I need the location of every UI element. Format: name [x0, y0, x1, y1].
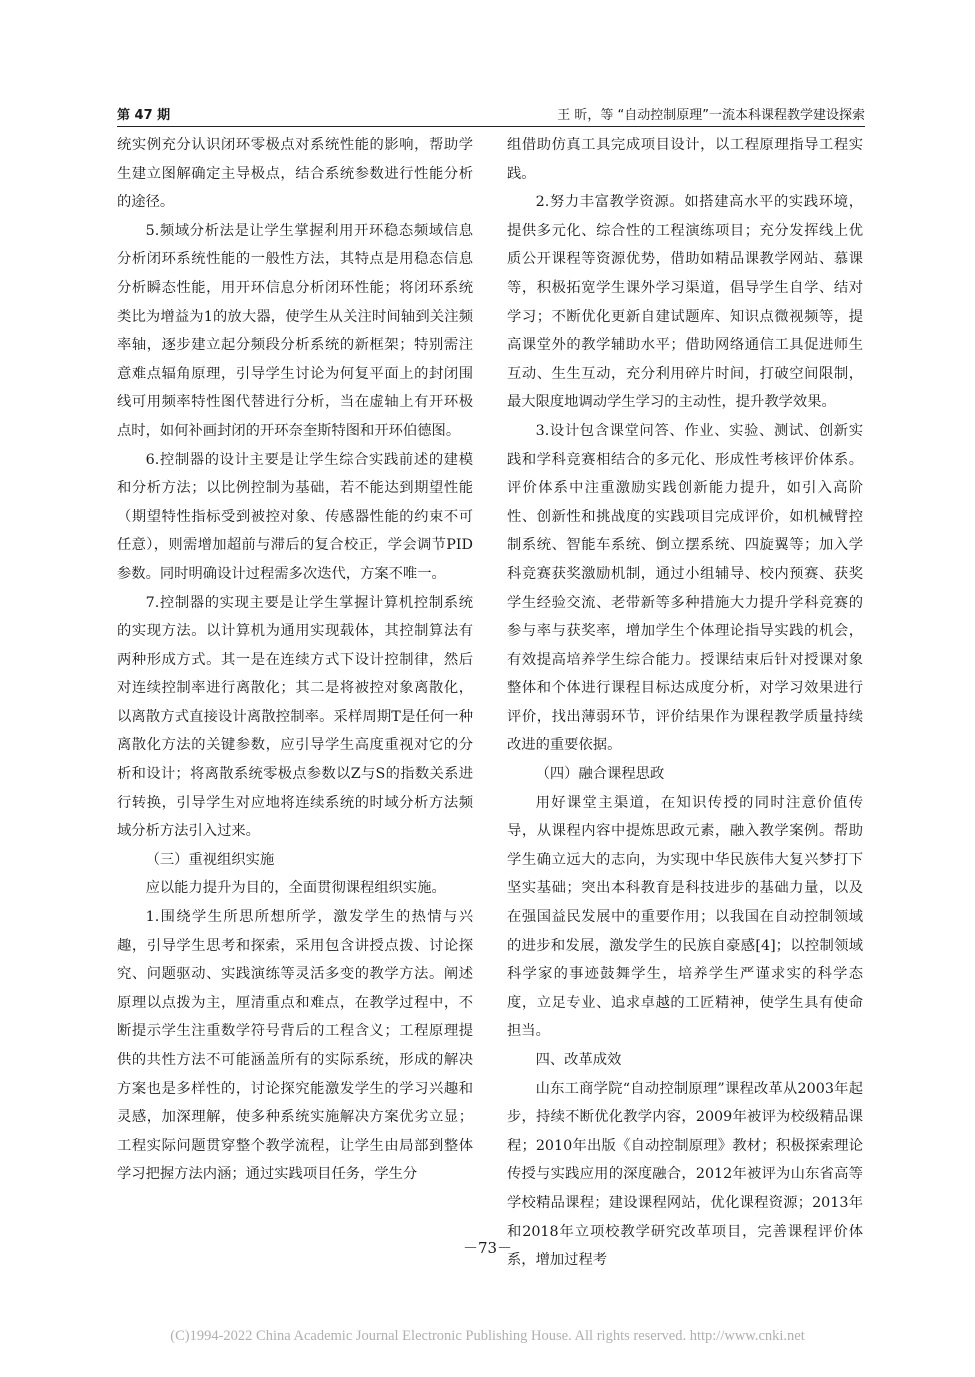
paragraph: 2.努力丰富教学资源。如搭建高水平的实践环境，提供多元化、综合性的工程演练项目；充分发挥线上优质公开课程等资源优势，借助如精品课教学网站、慕课等，积极拓宽学生课外学习渠道，倡导学生自学、结对学习；不断优化更新自建试题库、知识点微视频等，提高课堂外的教学辅助水平；借助网络通信工具促进师生互动、生生互动，充分利用碎片时间，打破空间限制，最大限度地调动学生学习的主动性，提升教学效果。 — [507, 194, 863, 411]
paragraph: 6.控制器的设计主要是让学生综合实践前述的建模和分析方法；以比例控制为基础，若不能达到期望性能（期望特性指标受到被控对象、传感器性能的约束不可任意），则需增加超前与滞后的复合校正，学会调节PID参数。同时明确设计过程需多次迭代，方案不唯一。 — [117, 451, 473, 582]
copyright-footer: (C)1994-2022 China Academic Journal Electronic Publishing House. All rights reserved. http://www.cnki.net — [170, 1328, 805, 1344]
section-heading: 四、改革成效 — [535, 1052, 622, 1068]
paragraph: 7.控制器的实现主要是让学生掌握计算机控制系统的实现方法。以计算机为通用实现载体，其控制算法有两种形成方式。其一是在连续方式下设计控制律，然后对连续控制率进行离散化；其二是将被控对象离散化，以离散方式直接设计离散控制率。采样周期T是任何一种离散化方法的关键参数，应引导学生高度重视对它的分析和设计；将离散系统零极点参数以Z与S的指数关系进行转换，引导学生对应地将连续系统的时域分析方法频域分析方法引入过来。 — [117, 594, 473, 840]
right-column — [507, 131, 863, 1275]
paragraph: 1.围绕学生所思所想所学，激发学生的热情与兴趣，引导学生思考和探索，采用包含讲授点拨、讨论探究、问题驱动、实践演练等灵活多变的教学方法。阐述原理以点拨为主，厘清重点和难点，在教学过程中，不断提示学生注重数学符号背后的工程含义；工程原理提供的共性方法不可能涵盖所有的实际系统，形成的解决方案也是多样性的，讨论探究能激发学生的学习兴趣和灵感，加深理解，使多种系统实施解决方案优劣立显；工程实际问题贯穿整个教学流程，让学生由局部到整体学习把握方法内涵；通过实践项目任务，学生分 — [117, 909, 473, 1183]
paragraph: 应以能力提升为目的，全面贯彻课程组织实施。 — [145, 880, 446, 897]
paragraph: 统实例充分认识闭环零极点对系统性能的影响，帮助学生建立图解确定主导极点，结合系统参数进行性能分析的途径。 — [117, 137, 473, 211]
running-header — [117, 98, 865, 122]
issue-number: 第 47 期 — [117, 108, 171, 123]
paragraph: 组借助仿真工具完成项目设计，以工程原理指导工程实践。 — [507, 137, 863, 182]
section-heading: （四）融合课程思政 — [535, 766, 665, 783]
section-heading: （三）重视组织实施 — [145, 851, 275, 868]
paragraph: 山东工商学院“自动控制原理”课程改革从2003年起步，持续不断优化教学内容，2009年被评为校级精品课程；2010年出版《自动控制原理》教材；积极探索理论传授与实践应用的深度融合，2012年被评为山东省高等学校精品课程；建设课程网站，优化课程资源；2013年和2018年立项校教学研究改革项目，完善课程评价体系，增加过程考 — [507, 1080, 863, 1269]
header-rule — [117, 126, 865, 127]
paragraph: 3.设计包含课堂问答、作业、实验、测试、创新实践和学科竞赛相结合的多元化、形成性考核评价体系。评价体系中注重激励实践创新能力提升，如引入高阶性、创新性和挑战度的实践项目完成评价，如机械臂控制系统、智能车系统、倒立摆系统、四旋翼等；加入学科竞赛获奖激励机制，通过小组辅导、校内预赛、获奖学生经验交流、老带新等多种措施大力提升学科竞赛的参与率与获奖率，增加学生个体理论指导实践的机会，有效提高培养学生综合能力。授课结束后针对授课对象整体和个体进行课程目标达成度分析，对学习效果进行评价，找出薄弱环节，评价结果作为课程教学质量持续改进的重要依据。 — [507, 422, 863, 754]
page-number: －73－ — [462, 1239, 513, 1257]
running-title: 王 昕，等 “自动控制原理”一流本科课程教学建设探索 — [557, 108, 865, 123]
paragraph: 5.频域分析法是让学生掌握利用开环稳态频域信息分析闭环系统性能的一般性方法，其特点是用稳态信息分析瞬态性能，用开环信息分析闭环性能；将闭环系统类比为增益为1的放大器，使学生从关注时间轴到关注频率轴，逐步建立起分频段分析系统的新框架；特别需注意难点辐角原理，引导学生讨论为何复平面上的封闭围线可用频率特性图代替进行分析，当在虚轴上有开环极点时，如何补画封闭的开环奈奎斯特图和开环伯德图。 — [117, 222, 473, 439]
left-column — [117, 131, 473, 1189]
paragraph: 用好课堂主渠道，在知识传授的同时注意价值传导，从课程内容中提炼思政元素，融入教学案例。帮助学生确立远大的志向，为实现中华民族伟大复兴梦打下坚实基础；突出本科教育是科技进步的基础力量，以及在强国益民发展中的重要作用；以我国在自动控制领域的进步和发展，激发学生的民族自豪感[4]；以控制领域科学家的事迹鼓舞学生，培养学生严谨求实的科学态度，立足专业、追求卓越的工匠精神，使学生具有使命担当。 — [507, 794, 863, 1040]
